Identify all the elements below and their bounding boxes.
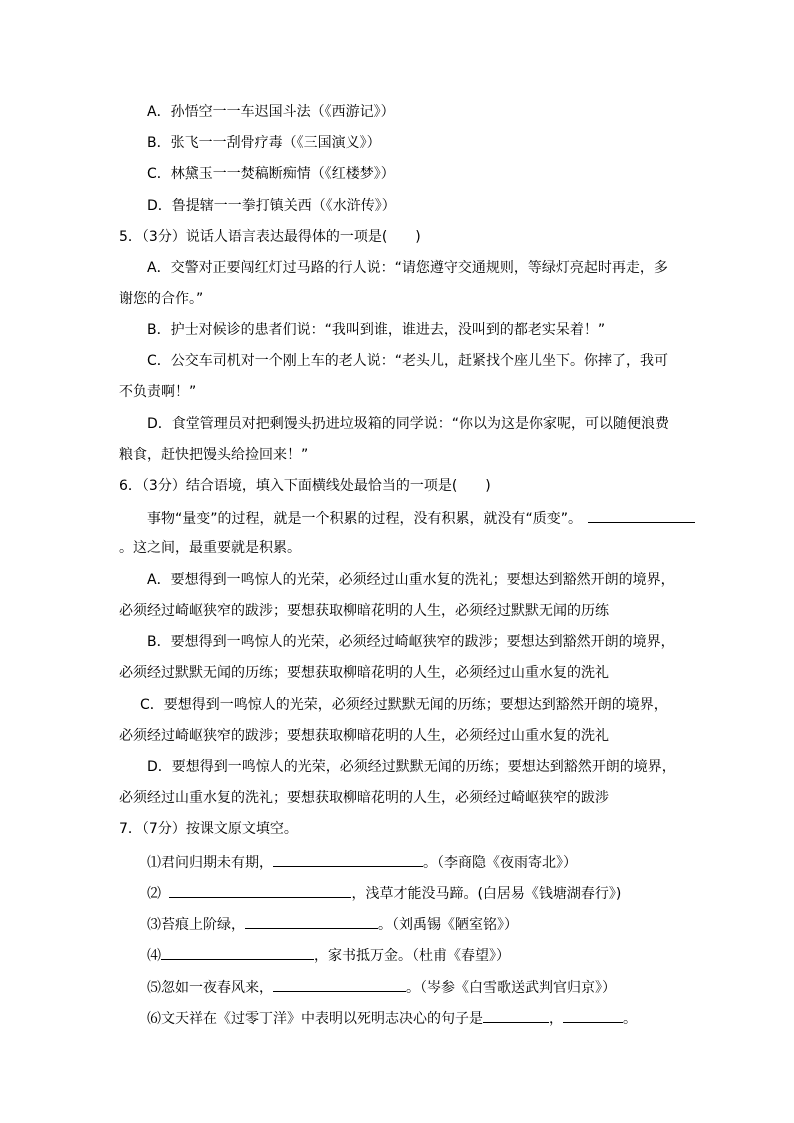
q6-option-d-cont: 必须经过山重水复的洗礼；要想获取柳暗花明的人生，必须经过崎岖狭窄的跋涉 <box>119 790 609 806</box>
q7-item-3 <box>147 914 518 934</box>
q7-item-period: 。 <box>623 1011 637 1027</box>
q7-blank-6a[interactable] <box>483 1008 549 1023</box>
q7-item-source: 。（刘禹锡《陋室铭》） <box>378 917 518 933</box>
q7-blank-2[interactable] <box>169 883 351 898</box>
q6-option-b-cont: 必须经过默默无闻的历练；要想获取柳暗花明的人生，必须经过山重水复的洗礼 <box>119 665 609 681</box>
q7-blank-1[interactable] <box>273 852 423 867</box>
q5-option-a: A．交警对正要闯红灯过马路的行人说：“请您遵守交通规则，等绿灯亮起时再走，多 <box>147 260 668 276</box>
q5-option-b: B．护士对候诊的患者们说：“我叫到谁，谁进去，没叫到的都老实呆着！” <box>147 322 606 338</box>
q5-option-c-cont: 不负责啊！” <box>119 384 197 400</box>
q6-option-c-cont: 必须经过崎岖狭窄的跋涉；要想获取柳暗花明的人生，必须经过山重水复的洗礼 <box>119 728 609 744</box>
q6-option-b: B．要想得到一鸣惊人的光荣，必须经过崎岖狭窄的跋涉；要想达到豁然开朗的境界， <box>147 634 675 650</box>
q7-item-2 <box>147 883 621 903</box>
q6-option-a-cont: 必须经过崎岖狭窄的跋涉；要想获取柳暗花明的人生，必须经过默默无闻的历练 <box>119 603 609 619</box>
q4-option-b: B．张飞一一刮骨疗毒（《三国演义》） <box>147 135 381 151</box>
q7-item-source: ，家书抵万金。（杜甫《春望》） <box>314 948 510 964</box>
q7-item-source: 。（李商隐《夜雨寄北》） <box>423 855 577 871</box>
q4-option-a: A．孙悟空一一车迟国斗法（《西游记》） <box>147 104 395 120</box>
q7-item-text: ⑶苔痕上阶绿， <box>147 917 245 933</box>
q6-passage <box>147 508 695 528</box>
q4-option-c: C．林黛玉一一焚稿断痴情（《红楼梦》） <box>147 166 395 182</box>
q6-passage-text: 事物“量变”的过程，就是一个积累的过程，没有积累，就没有“质变”。 <box>147 511 583 527</box>
q5-stem: 5．（3分）说话人语言表达最得体的一项是( ) <box>119 229 421 245</box>
q7-item-1 <box>147 852 577 872</box>
q7-stem: 7．（7分）按课文原文填空。 <box>119 821 298 837</box>
q6-stem: 6．（3分）结合语境，填入下面横线处最恰当的一项是( ) <box>119 478 491 494</box>
q5-option-d-cont: 粮食，赶快把馒头给捡回来！” <box>119 447 309 463</box>
q6-option-c: C．要想得到一鸣惊人的光荣，必须经过默默无闻的历练；要想达到豁然开朗的境界， <box>140 697 668 713</box>
q7-item-comma: ， <box>549 1011 563 1027</box>
q7-item-text: ⑹文天祥在《过零丁洋》中表明以死明志决心的句子是 <box>147 1011 483 1027</box>
q7-item-6 <box>147 1008 637 1028</box>
q7-item-text: ⑸忽如一夜春风来， <box>147 980 273 996</box>
q7-blank-3[interactable] <box>245 914 378 929</box>
q7-item-text: ⑵ <box>147 886 166 902</box>
q7-item-4 <box>147 945 510 965</box>
q5-option-d: D．食堂管理员对把剩馒头扔进垃圾箱的同学说：“你以为这是你家呢，可以随便浪费 <box>147 416 670 432</box>
q5-option-c: C．公交车司机对一个刚上车的老人说：“老头儿，赶紧找个座儿坐下。你摔了，我可 <box>147 353 669 369</box>
q7-item-5 <box>147 977 616 997</box>
q7-item-text: ⑷ <box>147 948 161 964</box>
q7-item-source: 。（岑参《白雪歌送武判官归京》） <box>406 980 616 996</box>
q7-item-text: ⑴君问归期未有期， <box>147 855 273 871</box>
q6-answer-blank[interactable] <box>588 508 695 523</box>
q7-blank-5[interactable] <box>273 977 406 992</box>
q7-blank-4[interactable] <box>161 945 314 960</box>
q5-option-a-cont: 谢您的合作。” <box>119 291 204 307</box>
q7-blank-6b[interactable] <box>563 1008 623 1023</box>
q7-item-source: ，浅草才能没马蹄。(白居易《钱塘湖春行》) <box>351 886 622 902</box>
q6-option-d: D．要想得到一鸣惊人的光荣，必须经过默默无闻的历练；要想达到豁然开朗的境界， <box>147 759 676 775</box>
q6-passage-cont: 。这之间，最重要就是积累。 <box>119 540 301 556</box>
q4-option-d: D．鲁提辖一一拳打镇关西（《水浒传》） <box>147 198 396 214</box>
q6-option-a: A．要想得到一鸣惊人的光荣，必须经过山重水复的洗礼；要想达到豁然开朗的境界， <box>147 572 675 588</box>
